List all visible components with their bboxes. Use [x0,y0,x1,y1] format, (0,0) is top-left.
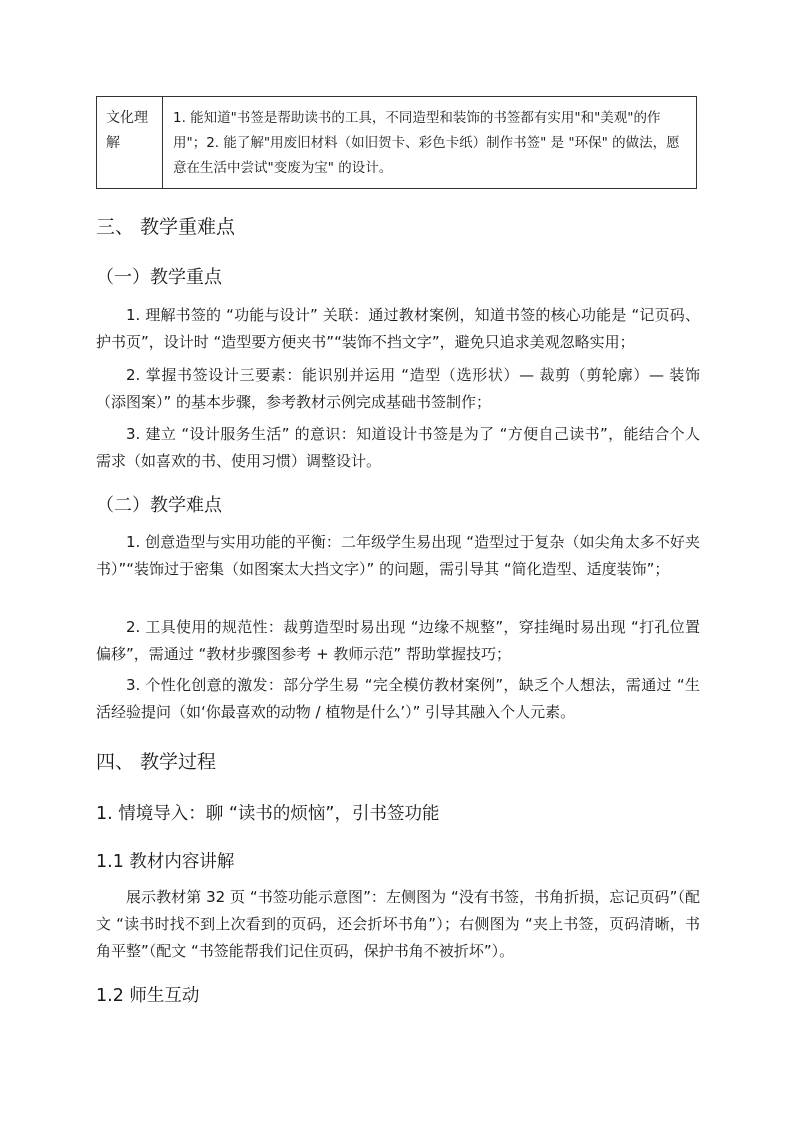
table-label-cell: 文化理解 [97,97,163,188]
key-point-3: 3. 建立 “设计服务生活” 的意识：知道设计书签是为了 “方便自己读书”，能结合个人需求（如喜欢的书、使用习惯）调整设计。 [96,425,700,470]
difficulty-1: 1. 创意造型与实用功能的平衡：二年级学生易出现 “造型过于复杂（如尖角太多不好夹书）”“装饰过于密集（如图案太大挡文字）” 的问题，需引导其 “简化造型、适度装饰”； [96,533,700,578]
key-point-1: 1. 理解书签的 “功能与设计” 关联：通过教材案例，知道书签的核心功能是 “记页码、护书页”，设计时 “造型要方便夹书”“装饰不挡文字”，避免只追求美观忽略实用； [96,306,700,351]
key-point-2: 2. 掌握书签设计三要素：能识别并运用 “造型（选形状）— 裁剪（剪轮廓）— 装饰（添图案）” 的基本步骤，参考教材示例完成基础书签制作； [96,366,700,411]
section-4-heading: 四、 教学过程 [96,751,217,773]
section-3-heading: 三、 教学重难点 [96,216,236,238]
step-1-1-text: 展示教材第 32 页 “书签功能示意图”：左侧图为 “没有书签，书角折损，忘记页码”（配文 “读书时找不到上次看到的页码，还会折坏书角”）；右侧图为 “夹上书签，页码清晰，书角平整”（配文 “书签能帮我们记住页码，保护书角不被折坏”）。 [96,888,700,960]
step-1-1-heading: 1.1 教材内容讲解 [96,852,235,872]
objectives-table [96,96,697,189]
difficulty-3: 3. 个性化创意的激发：部分学生易 “完全模仿教材案例”，缺乏个人想法，需通过 “生活经验提问（如‘你最喜欢的动物 / 植物是什么’）” 引导其融入个人元素。 [96,676,700,721]
difficulty-2: 2. 工具使用的规范性：裁剪造型时易出现 “边缘不规整”，穿挂绳时易出现 “打孔位置偏移”，需通过 “教材步骤图参考 + 教师示范” 帮助掌握技巧； [96,618,700,663]
step-1-heading: 1. 情境导入：聊 “读书的烦恼”，引书签功能 [96,804,440,824]
step-1-2-heading: 1.2 师生互动 [96,986,200,1006]
subsection-difficulties-heading: （二）教学难点 [96,495,222,516]
subsection-key-points-heading: （一）教学重点 [96,267,222,288]
table-content-cell: 1. 能知道"书签是帮助读书的工具，不同造型和装饰的书签都有实用"和"美观"的作用"；2. 能了解"用废旧材料（如旧贺卡、彩色卡纸）制作书签" 是 "环保" 的做法，愿意在生活中尝试"变废为宝" 的设计。 [173,110,680,176]
